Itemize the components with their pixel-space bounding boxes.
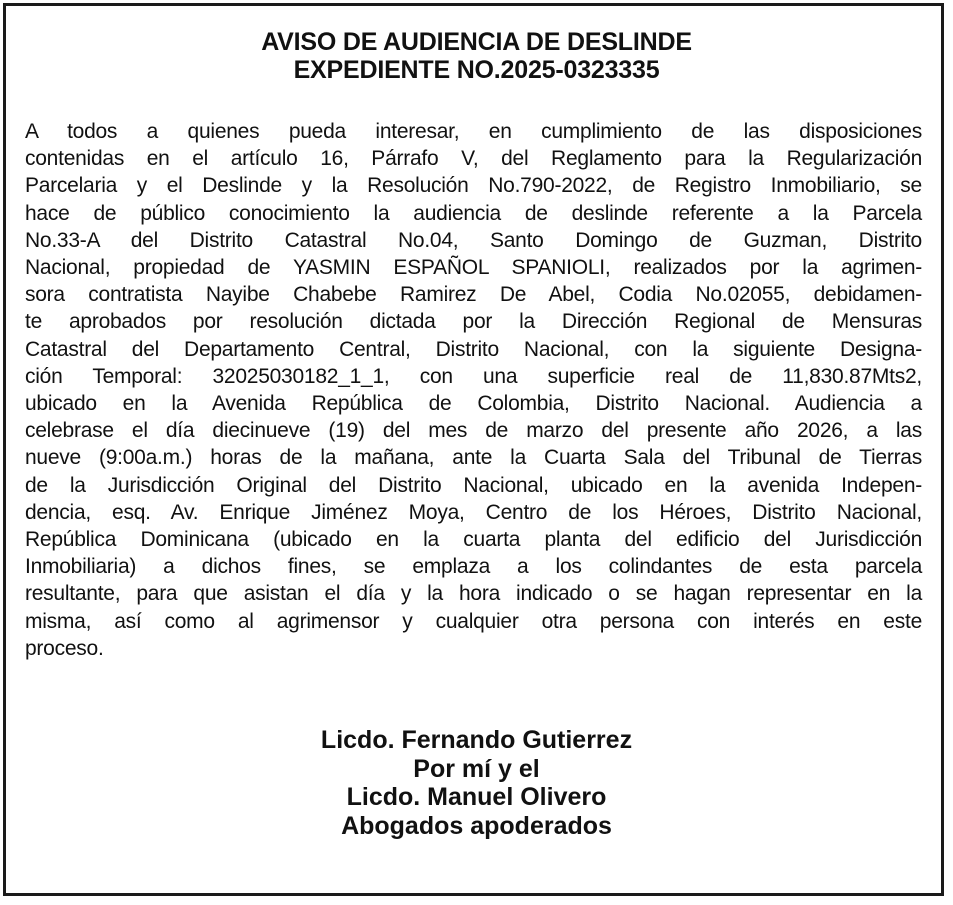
body-line: República Dominicana (ubicado en la cuarta planta del edificio del Jurisdicción bbox=[25, 528, 922, 552]
body-line: contenidas en el artículo 16, Párrafo V, del Reglamento para la Regularización bbox=[25, 147, 922, 171]
body-line: Nacional, propiedad de YASMIN ESPAÑOL SPANIOLI, realizados por la agrimen- bbox=[25, 256, 922, 280]
notice-title bbox=[0, 28, 953, 84]
body-line: Parcelaria y el Deslinde y la Resolución No.790-2022, de Registro Inmobiliario, se bbox=[25, 174, 922, 198]
body-line: misma, así como al agrimensor y cualquier otra persona con interés en este bbox=[25, 609, 922, 633]
body-line: proceso. bbox=[25, 636, 104, 660]
body-line: te aprobados por resolución dictada por la Dirección Regional de Mensuras bbox=[25, 310, 922, 334]
signatory-name: Licdo. Manuel Olivero bbox=[346, 783, 607, 811]
signatory-name: Licdo. Fernando Gutierrez bbox=[320, 726, 633, 754]
body-line: ción Temporal: 32025030182_1_1, con una superficie real de 11,830.87Mts2, bbox=[25, 364, 922, 388]
body-line: A todos a quienes pueda interesar, en cumplimiento de las disposiciones bbox=[25, 120, 922, 143]
signature-connector: Por mí y el bbox=[413, 754, 540, 783]
body-line: ubicado en la Avenida República de Colombia, Distrito Nacional. Audiencia a bbox=[25, 392, 922, 416]
title-line: AVISO DE AUDIENCIA DE DESLINDE bbox=[261, 28, 692, 56]
case-number-line: EXPEDIENTE NO.2025-0323335 bbox=[293, 56, 660, 84]
body-line: hace de público conocimiento la audiencia de deslinde referente a la Parcela bbox=[25, 201, 922, 225]
body-line: Inmobiliaria) a dichos fines, se emplaza a los colindantes de esta parcela bbox=[25, 555, 922, 579]
body-line: dencia, esq. Av. Enrique Jiménez Moya, Centro de los Héroes, Distrito Nacional, bbox=[25, 500, 922, 524]
signatory-role: Abogados apoderados bbox=[341, 811, 612, 840]
signature-block bbox=[0, 726, 953, 840]
body-line: nueve (9:00a.m.) horas de la mañana, ante la Cuarta Sala del Tribunal de Tierras bbox=[25, 446, 922, 470]
body-line: de la Jurisdicción Original del Distrito Nacional, ubicado en la avenida Indepen- bbox=[25, 473, 922, 497]
body-line: sora contratista Nayibe Chabebe Ramirez De Abel, Codia No.02055, debidamen- bbox=[25, 283, 922, 307]
body-line: Catastral del Departamento Central, Distrito Nacional, con la siguiente Designa- bbox=[25, 337, 922, 361]
body-line: celebrase el día diecinueve (19) del mes de marzo del presente año 2026, a las bbox=[25, 419, 922, 443]
body-line: resultante, para que asistan el día y la hora indicado o se hagan representar en la bbox=[25, 582, 922, 606]
notice-body bbox=[25, 118, 922, 662]
body-line: No.33-A del Distrito Catastral No.04, Santo Domingo de Guzman, Distrito bbox=[25, 228, 922, 252]
